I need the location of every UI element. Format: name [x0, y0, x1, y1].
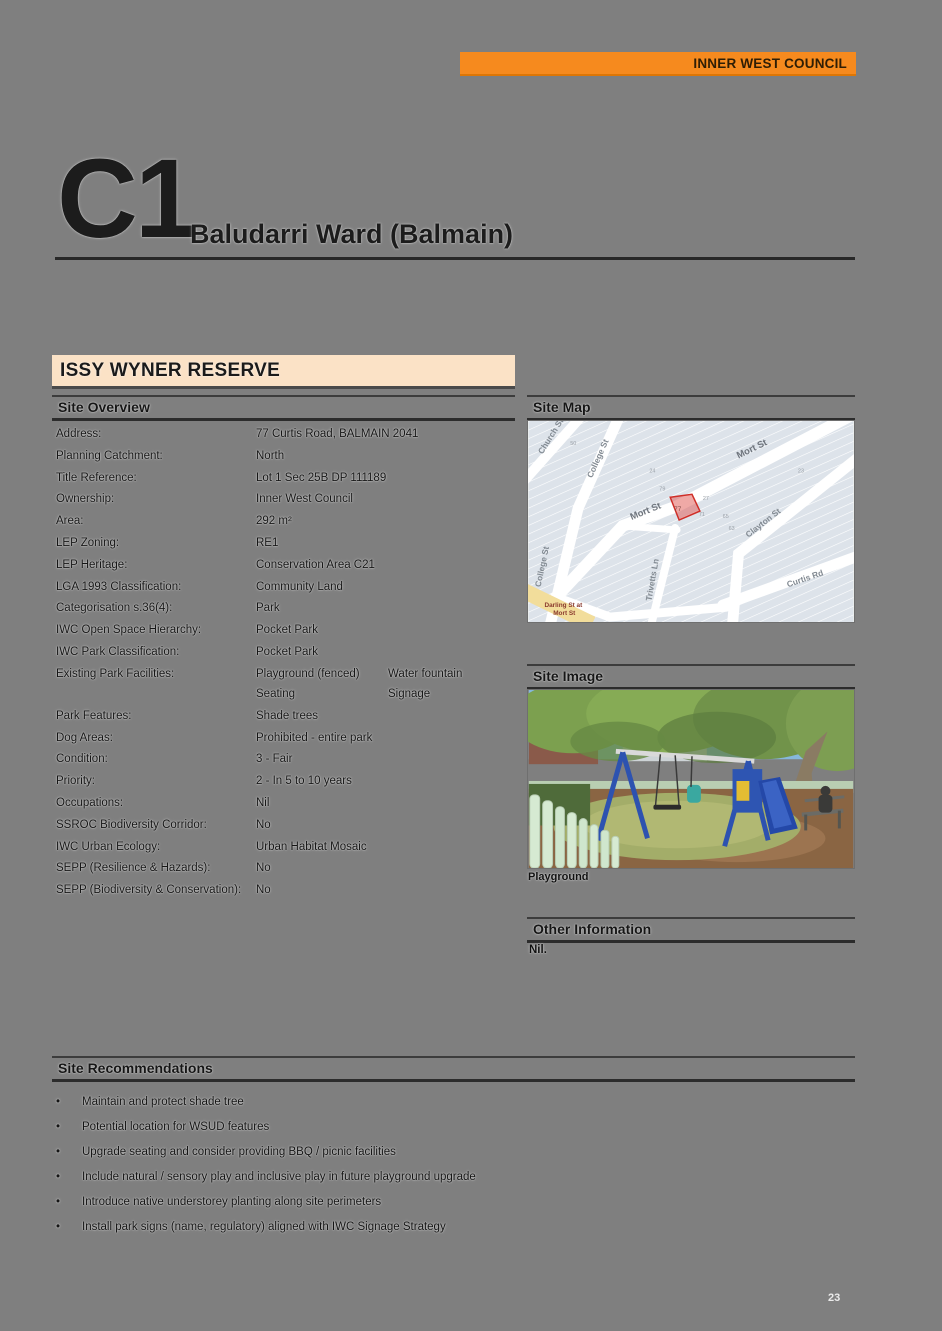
house-number: 50	[570, 440, 577, 447]
page-title-block	[57, 136, 857, 261]
row-value: Pocket Park	[256, 645, 318, 658]
row-label: IWC Open Space Hierarchy:	[56, 624, 202, 637]
recommendation-item	[56, 1140, 851, 1165]
row-label: Park Features:	[56, 709, 132, 722]
bullet-icon: •	[56, 1146, 61, 1158]
stop-label-line: Mort St	[553, 610, 576, 618]
facilities-col1	[256, 664, 388, 705]
row-value: Community Land	[256, 580, 343, 593]
site-map-image	[528, 421, 854, 622]
table-row	[56, 577, 515, 599]
row-label: IWC Park Classification:	[56, 645, 180, 658]
site-overview-table	[56, 424, 515, 902]
facility-item: Water fountain	[388, 667, 463, 680]
site-overview-heading: Site Overview	[52, 395, 515, 421]
table-row	[56, 642, 515, 664]
site-recommendations-list	[56, 1090, 851, 1240]
house-number: 63	[728, 525, 735, 532]
table-row	[56, 489, 515, 511]
recommendation-item	[56, 1190, 851, 1215]
facilities-col2	[388, 664, 515, 705]
house-number: 23	[797, 468, 804, 475]
row-label: SSROC Biodiversity Corridor:	[56, 818, 207, 831]
bullet-icon: •	[56, 1221, 61, 1233]
table-row	[56, 511, 515, 533]
row-label: SEPP (Resilience & Hazards):	[56, 862, 211, 875]
table-row	[56, 468, 515, 490]
row-label: LGA 1993 Classification:	[56, 580, 182, 593]
table-row	[56, 793, 515, 815]
site-photo-caption: Playground	[528, 871, 589, 883]
table-row	[56, 424, 515, 446]
row-value: Shade trees	[256, 709, 319, 722]
row-label: Occupations:	[56, 796, 124, 809]
street-label: Church St	[535, 421, 566, 456]
facility-item: Playground (fenced)	[256, 667, 360, 680]
row-label: Address:	[56, 428, 102, 440]
table-row	[56, 771, 515, 793]
row-value: No	[256, 818, 271, 831]
site-recommendations-heading: Site Recommendations	[52, 1056, 855, 1082]
house-number: 71	[698, 512, 705, 519]
row-label: Dog Areas:	[56, 731, 113, 744]
recommendation-text: Include natural / sensory play and inclusive play in future playground upgrade	[82, 1171, 476, 1183]
table-row	[56, 533, 515, 555]
table-row	[56, 880, 515, 902]
row-label: Title Reference:	[56, 471, 137, 484]
council-banner-label: INNER WEST COUNCIL	[693, 55, 847, 71]
table-row	[56, 858, 515, 880]
row-value: 77 Curtis Road, BALMAIN 2041	[256, 428, 419, 440]
site-number-label: 77	[674, 506, 682, 514]
row-label: LEP Zoning:	[56, 536, 120, 549]
row-value: North	[256, 449, 285, 462]
row-value: No	[256, 862, 271, 875]
row-value: Pocket Park	[256, 624, 318, 637]
table-row	[56, 706, 515, 728]
recommendation-item	[56, 1090, 851, 1115]
section-code: C1	[57, 136, 195, 261]
recommendation-item	[56, 1115, 851, 1140]
house-number: 79	[659, 486, 666, 493]
table-row	[56, 620, 515, 642]
site-map-heading: Site Map	[527, 395, 855, 421]
facility-item: Seating	[256, 688, 296, 701]
row-value: Prohibited - entire park	[256, 731, 373, 744]
table-row	[56, 446, 515, 468]
row-label: Priority:	[56, 775, 95, 788]
table-row	[56, 728, 515, 750]
house-number: 24	[649, 468, 656, 475]
table-row	[56, 815, 515, 837]
row-value: 292 m²	[256, 515, 292, 528]
row-value: Urban Habitat Mosaic	[256, 840, 367, 853]
site-image-heading: Site Image	[527, 664, 855, 690]
facility-item: Signage	[388, 688, 431, 701]
street-label: Curtis Rd	[785, 567, 825, 590]
ward-title: Baludarri Ward (Balmain)	[190, 219, 514, 249]
bullet-icon: •	[56, 1096, 61, 1108]
row-value: Nil	[256, 796, 270, 809]
row-label: Area:	[56, 515, 84, 528]
row-label: LEP Heritage:	[56, 558, 128, 571]
recommendation-text: Introduce native understorey planting along site perimeters	[82, 1196, 382, 1208]
recommendation-text: Upgrade seating and consider providing BBQ / picnic facilities	[82, 1146, 396, 1158]
table-row	[56, 555, 515, 577]
row-value: RE1	[256, 536, 279, 549]
council-banner	[460, 52, 856, 76]
table-row	[56, 598, 515, 620]
row-value: Conservation Area C21	[256, 558, 375, 571]
row-label: IWC Urban Ecology:	[56, 840, 161, 853]
bullet-icon: •	[56, 1171, 61, 1183]
stop-label-line: Darling St at	[544, 602, 583, 610]
street-lane	[623, 526, 677, 530]
bullet-icon: •	[56, 1121, 61, 1133]
street-label: Trivetts Ln	[643, 557, 661, 602]
bullet-icon: •	[56, 1196, 61, 1208]
street-label: Mort St	[734, 436, 769, 461]
site-photo	[527, 689, 855, 869]
house-number: 27	[702, 496, 709, 503]
other-information-heading: Other Information	[527, 917, 855, 943]
street-label: Mort St	[628, 499, 663, 522]
recommendation-item	[56, 1165, 851, 1190]
row-value: Lot 1 Sec 25B DP 111189	[256, 471, 387, 484]
row-value: No	[256, 884, 271, 897]
row-label: Condition:	[56, 753, 108, 766]
table-row-facilities	[56, 664, 515, 705]
row-value: Park	[256, 602, 280, 615]
row-label: SEPP (Biodiversity & Conservation):	[56, 884, 242, 897]
street-label: College St	[584, 437, 611, 480]
recommendation-item	[56, 1215, 851, 1240]
other-information-value: Nil.	[529, 944, 547, 956]
row-label: Categorisation s.36(4):	[56, 602, 173, 615]
reserve-title: ISSY WYNER RESERVE	[60, 359, 281, 381]
recommendation-text: Potential location for WSUD features	[82, 1121, 270, 1133]
row-value: 3 - Fair	[256, 753, 293, 766]
site-map	[527, 420, 855, 623]
title-divider	[55, 257, 855, 260]
table-row	[56, 749, 515, 771]
recommendation-text: Maintain and protect shade tree	[82, 1096, 244, 1108]
row-label: Ownership:	[56, 493, 115, 506]
row-label: Existing Park Facilities:	[56, 667, 175, 680]
recommendation-text: Install park signs (name, regulatory) aligned with IWC Signage Strategy	[82, 1221, 446, 1233]
site-photo-image	[528, 690, 854, 868]
row-value: 2 - In 5 to 10 years	[256, 775, 352, 788]
row-label: Planning Catchment:	[56, 449, 163, 462]
page-number: 23	[828, 1292, 841, 1304]
street-label: College St	[532, 545, 552, 588]
table-row	[56, 837, 515, 859]
reserve-title-box	[52, 355, 515, 389]
street-label: Clayton St	[743, 505, 783, 540]
row-value: Inner West Council	[256, 493, 353, 506]
house-number: 65	[722, 514, 729, 521]
